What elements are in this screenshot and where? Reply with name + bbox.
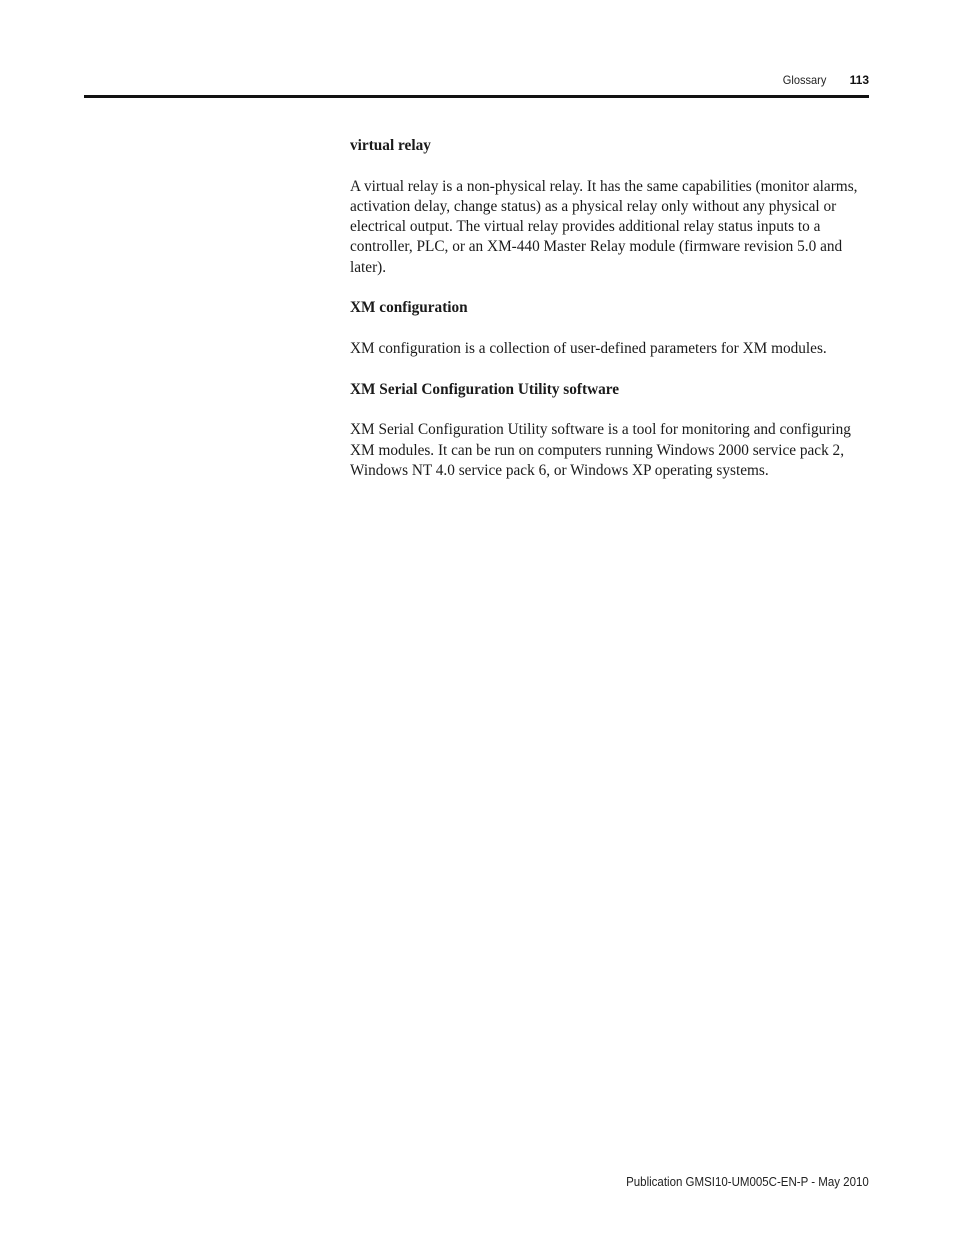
glossary-definition: A virtual relay is a non-physical relay. It has the same capabilities (monitor alarms, activation delay, change status) as a physical relay only without any physical or electrical output. The virtual relay provides additional relay status inputs to a controller, PLC, or an XM-440 Master Relay module (firmware revision 5.0 and later). [350,177,858,276]
glossary-term: XM configuration [350,299,468,317]
glossary-term: virtual relay [350,137,431,154]
header-page-number: 113 [849,73,869,87]
glossary-term: XM Serial Configuration Utility software [350,380,620,398]
glossary-content [350,136,870,501]
glossary-definition: XM configuration is a collection of user-defined parameters for XM modules. [350,339,827,357]
glossary-entry [350,136,870,278]
publication-footer: Publication GMSI10-UM005C-EN-P - May 2010 [626,1175,869,1189]
glossary-definition: XM Serial Configuration Utility software is a tool for monitoring and configuring XM modules. It can be run on computers running Windows 2000 service pack 2, Windows NT 4.0 service pack 6, or Windows XP operating systems. [350,421,851,479]
header-rule [84,95,869,98]
page-header [84,70,869,94]
glossary-entry [350,298,870,359]
header-section-title: Glossary [782,73,826,87]
glossary-entry [350,380,870,481]
